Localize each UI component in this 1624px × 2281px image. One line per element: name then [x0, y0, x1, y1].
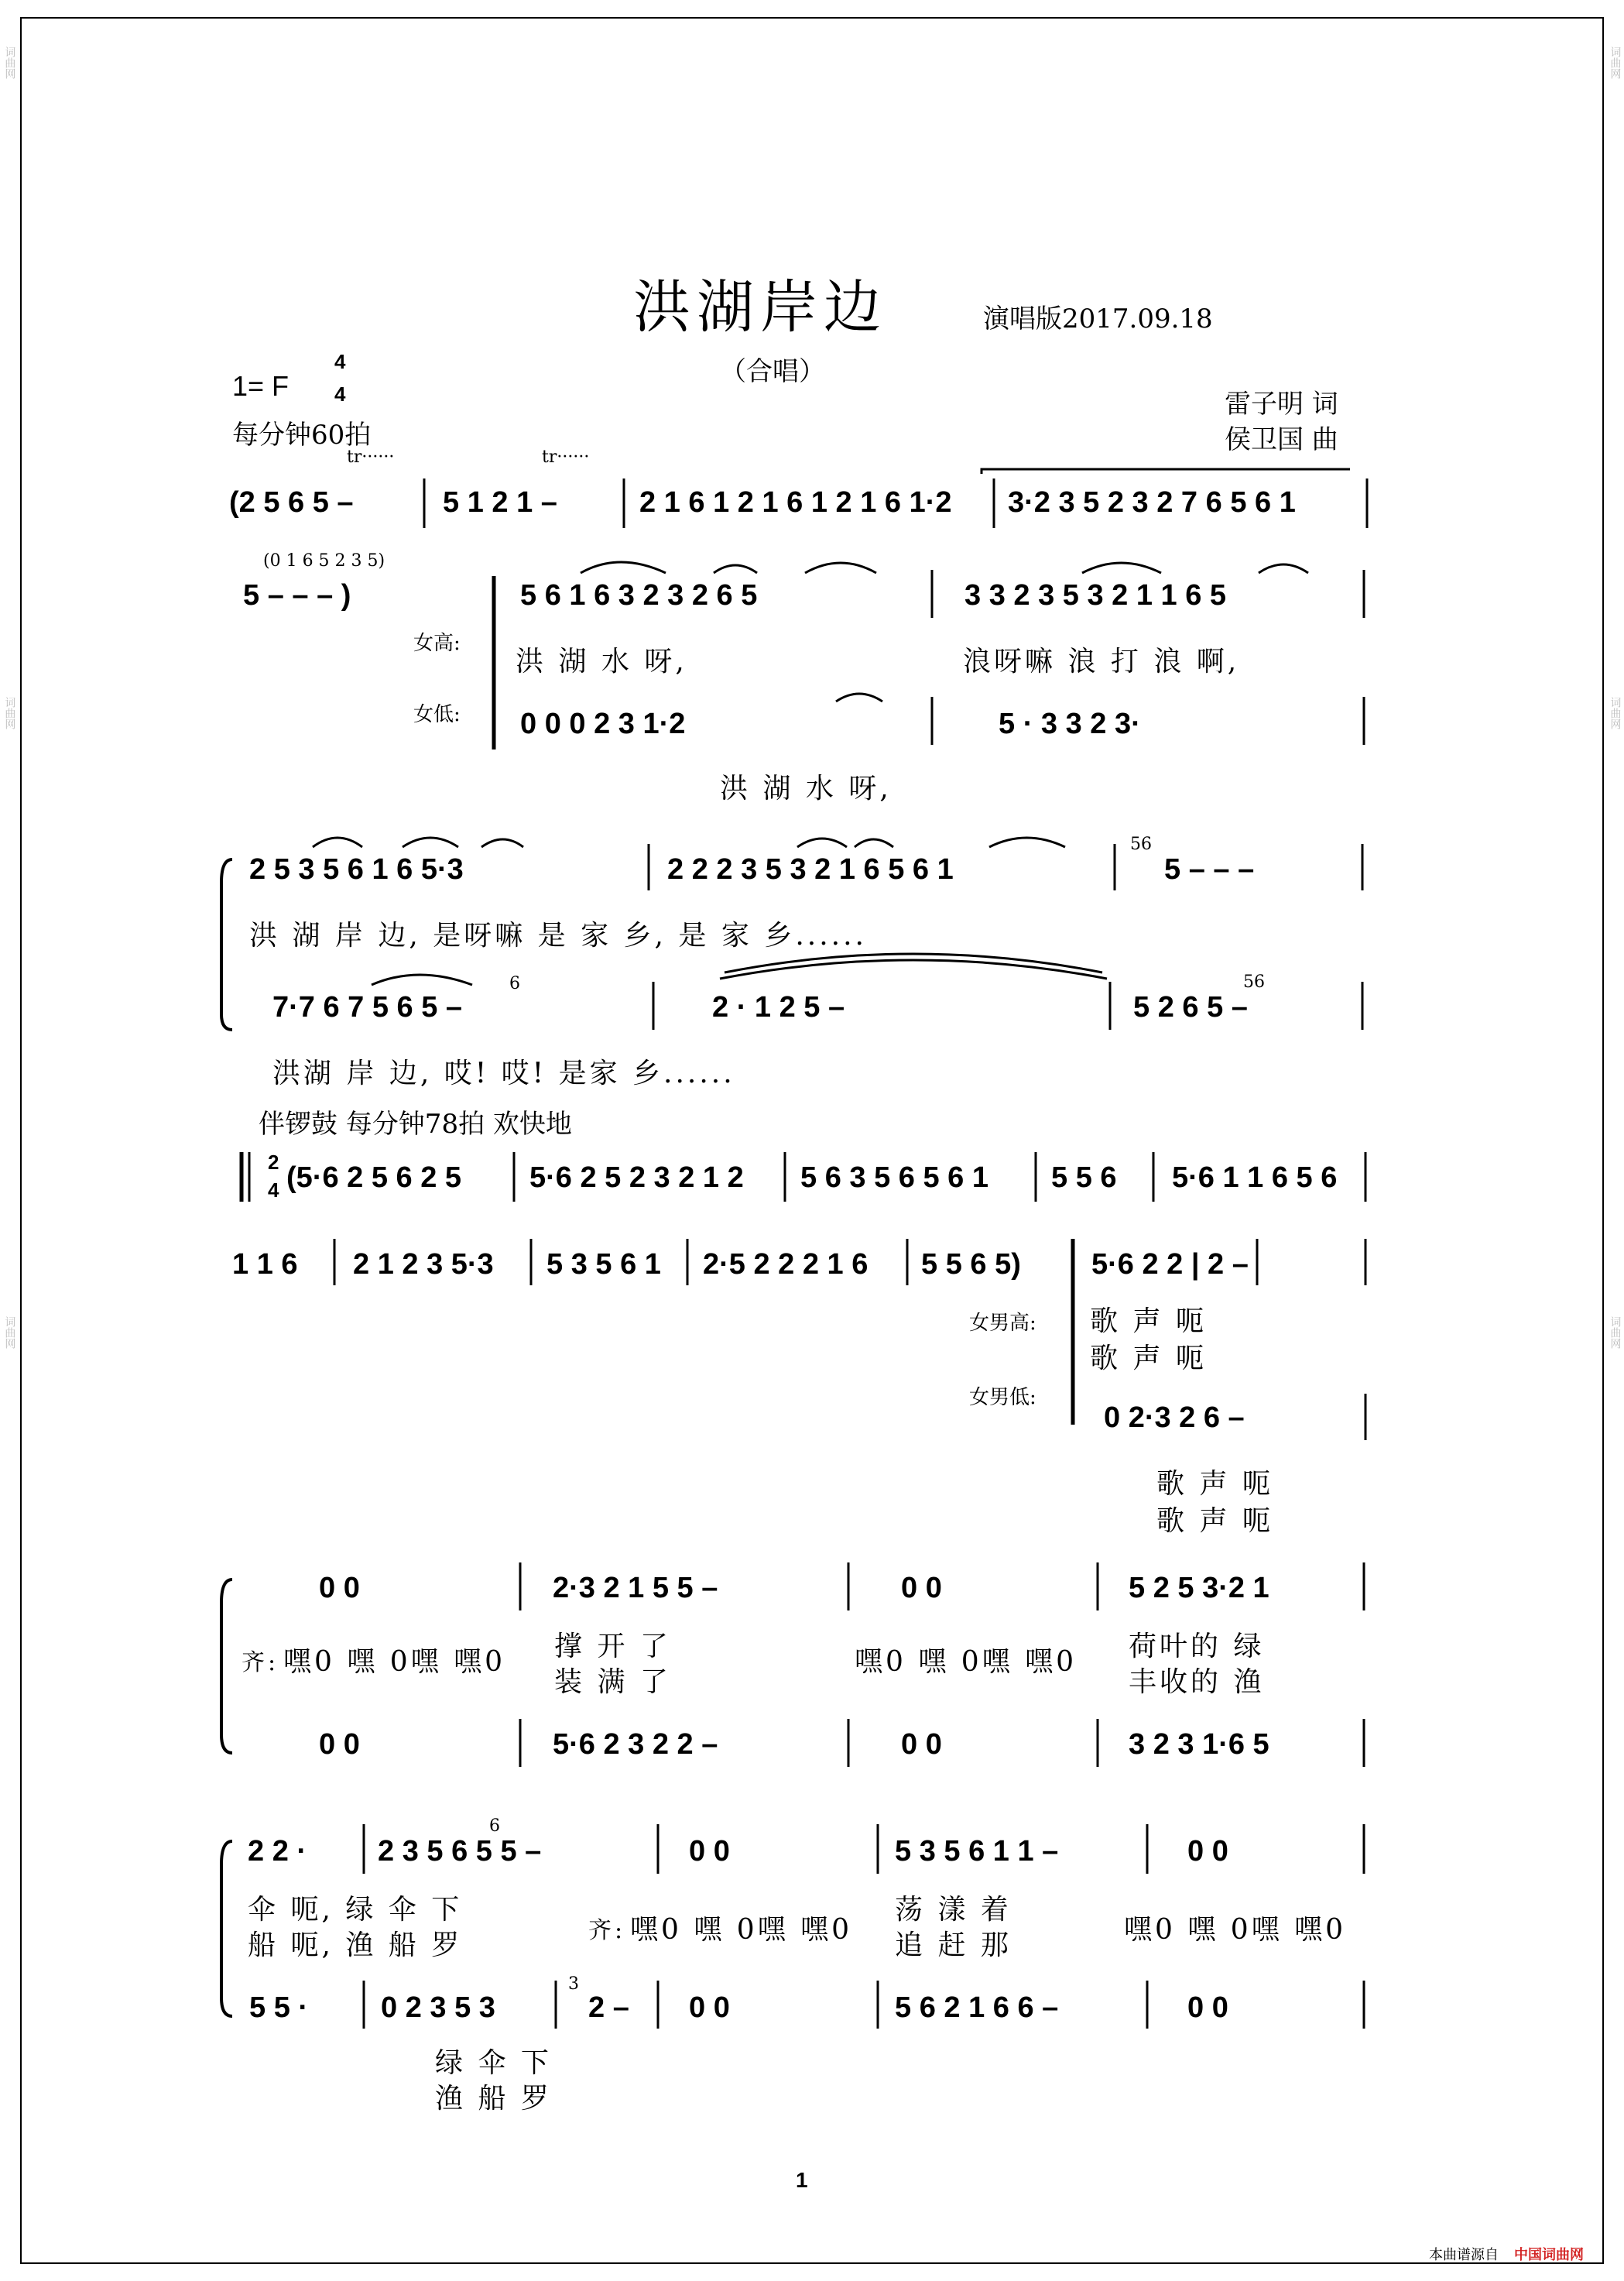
lyric-line: 歌 声 呃	[1090, 1305, 1207, 1337]
lyric-line: 撑 开 了	[554, 1631, 671, 1662]
measure-notes: (5·6 2 5 6 2 5	[286, 1161, 462, 1194]
lyric-line: 荷叶的 绿	[1129, 1631, 1265, 1662]
measure-notes: 2·5 2 2 2 1 6	[703, 1248, 869, 1281]
page-number: 1	[796, 2168, 808, 2192]
tempo-marking: 每分钟60拍	[232, 420, 372, 451]
measure-notes: 0 0	[901, 1728, 942, 1761]
measure-notes: 5 2 5 3·2 1	[1129, 1572, 1269, 1604]
lyric-line: 歌 声 呃	[1090, 1343, 1207, 1374]
measure-notes: 0 0 0 2 3 1·2	[520, 708, 686, 740]
measure-notes: 0 0	[319, 1572, 360, 1604]
time-signature-bottom: 4	[334, 382, 346, 406]
measure-notes: 2 2 ·	[248, 1835, 307, 1868]
part-label-high: 女男高:	[969, 1312, 1036, 1335]
measure-notes: 5·6 2 5 2 3 2 1 2	[529, 1161, 744, 1194]
grace-notes: 56	[1130, 835, 1152, 854]
measure-notes: 2 5 3 5 6 1 6 5·3	[249, 853, 464, 886]
section-tempo: 伴锣鼓 每分钟78拍 欢快地	[259, 1109, 572, 1140]
measure-notes: 5 – – – )	[243, 579, 351, 612]
measure-notes: 5 3 5 6 1	[546, 1248, 661, 1281]
lyric-line: 追 赶 那	[895, 1929, 1012, 1961]
part-label-low: 女低:	[413, 703, 461, 726]
lyric-line: 歌 声 呃	[1156, 1468, 1273, 1500]
edition-date: 演唱版2017.09.18	[983, 304, 1213, 334]
measure-notes: 3 3 2 3 5 3 2 1 1 6 5	[964, 579, 1227, 612]
chant-line: 嘿0 嘿 0嘿 嘿0	[855, 1646, 1078, 1678]
lyric-line: 洪湖 岸 边, 哎! 哎! 是家 乡......	[272, 1058, 735, 1089]
measure-notes: 5 · 3 3 2 3·	[999, 708, 1141, 740]
lyric-line: 伞 呃, 绿 伞 下	[248, 1894, 463, 1926]
grace-notes: 6	[509, 974, 520, 993]
measure-notes: 0 0	[1187, 1991, 1228, 2024]
measure-notes: 0 0	[319, 1728, 360, 1761]
lyric-line: 歌 声 呃	[1156, 1505, 1273, 1537]
subtitle: （合唱）	[720, 356, 825, 387]
trill-mark: tr······	[347, 448, 395, 467]
measure-notes: 5 5 ·	[249, 1991, 309, 2024]
lyric-line: 渔 船 罗	[435, 2083, 552, 2115]
measure-notes: 2·3 2 1 5 5 –	[553, 1572, 718, 1604]
measure-notes: 5 5 6	[1051, 1161, 1117, 1194]
lyric-line: 装 满 了	[554, 1666, 671, 1698]
chant-label: 齐:	[588, 1917, 626, 1944]
measure-notes: 0 0	[1187, 1835, 1228, 1868]
lyric-line: 丰收的 渔	[1129, 1666, 1265, 1698]
watermark-right: 词曲网	[1609, 697, 1622, 729]
measure-notes: 0 0	[689, 1835, 730, 1868]
measure-notes: 2 1 6 1 2 1 6 1 2 1 6 1·2	[639, 486, 952, 519]
measure-notes: 3·2 3 5 2 3 2 7 6 5 6 1	[1008, 486, 1296, 519]
grace-notes: 56	[1243, 972, 1265, 992]
measure-notes: 5 3 5 6 1 1 –	[895, 1835, 1059, 1868]
measure-notes: 5 2 6 5 –	[1133, 991, 1248, 1024]
watermark-right: 词曲网	[1609, 1316, 1622, 1349]
measure-notes: (2 5 6 5 –	[229, 486, 354, 519]
page-title: 洪湖岸边	[633, 274, 887, 341]
footer-source-label: 本曲谱源自	[1429, 2247, 1499, 2263]
lyric-line: 洪 湖 岸 边, 是呀嘛 是 家 乡, 是 家 乡......	[249, 920, 867, 952]
footer-site-link[interactable]: 中国词曲网	[1514, 2247, 1584, 2263]
measure-notes: 0 0	[901, 1572, 942, 1604]
measure-notes: 0 0	[689, 1991, 730, 2024]
measure-notes: 5 5 6 5)	[921, 1248, 1021, 1281]
measure-notes: 5 6 3 5 6 5 6 1	[800, 1161, 988, 1194]
lyricist: 雷子明 词	[1225, 389, 1338, 420]
chant-line: 嘿0 嘿 0嘿 嘿0	[630, 1914, 853, 1946]
key-signature: 1= F	[232, 370, 290, 402]
measure-notes: 5·6 2 2 | 2 –	[1091, 1248, 1249, 1281]
watermark-right: 词曲网	[1609, 46, 1622, 79]
chant-line: 嘿0 嘿 0嘿 嘿0	[1124, 1914, 1347, 1946]
measure-notes: 2 –	[588, 1991, 629, 2024]
watermark-left: 词曲网	[3, 697, 16, 729]
measure-notes: 5·6 1 1 6 5 6	[1172, 1161, 1338, 1194]
measure-notes: 7·7 6 7 5 6 5 –	[272, 991, 463, 1024]
lyric-line: 绿 伞 下	[435, 2047, 552, 2079]
lyric-line: 洪 湖 水 呀,	[720, 773, 892, 804]
measure-notes: 2 · 1 2 5 –	[712, 991, 845, 1024]
measure-notes: 0 2 3 5 3	[381, 1991, 495, 2024]
measure-notes: 2 3 5 6 5 5 –	[378, 1835, 542, 1868]
lyric-line: 洪 湖 水 呀,	[516, 646, 687, 677]
part-label-high: 女高:	[413, 632, 461, 655]
time-signature-bottom: 4	[268, 1178, 279, 1202]
measure-notes: 5 6 2 1 6 6 –	[895, 1991, 1059, 2024]
trill-mark: tr······	[542, 448, 590, 467]
watermark-left: 词曲网	[3, 46, 16, 79]
measure-notes: 5 6 1 6 3 2 3 2 6 5	[520, 579, 758, 612]
chant-line: 嘿0 嘿 0嘿 嘿0	[283, 1646, 506, 1678]
measure-notes: 1 1 6	[232, 1248, 298, 1281]
watermark-left: 词曲网	[3, 1316, 16, 1349]
composer: 侯卫国 曲	[1225, 424, 1338, 455]
measure-notes: 0 2·3 2 6 –	[1104, 1401, 1245, 1434]
grace-notes: 3	[568, 1974, 579, 1994]
measure-notes: 5·6 2 3 2 2 –	[553, 1728, 718, 1761]
measure-notes: 5 1 2 1 –	[443, 486, 557, 519]
time-signature-top: 4	[334, 350, 346, 373]
grace-notes: 6	[489, 1816, 500, 1836]
measure-notes: 5 – – –	[1164, 853, 1255, 886]
lyric-line: 船 呃, 渔 船 罗	[248, 1929, 463, 1961]
part-label-low: 女男低:	[969, 1386, 1036, 1409]
chant-label: 齐:	[242, 1649, 279, 1676]
measure-notes: 3 2 3 1·6 5	[1129, 1728, 1269, 1761]
measure-notes: 2 2 2 3 5 3 2 1 6 5 6 1	[667, 853, 954, 886]
time-signature-top: 2	[268, 1151, 279, 1174]
grace-notes: (0 1 6 5 2 3 5)	[263, 551, 385, 571]
measure-notes: 2 1 2 3 5·3	[353, 1248, 494, 1281]
lyric-line: 荡 漾 着	[895, 1894, 1012, 1926]
lyric-line: 浪呀嘛 浪 打 浪 啊,	[963, 646, 1240, 677]
